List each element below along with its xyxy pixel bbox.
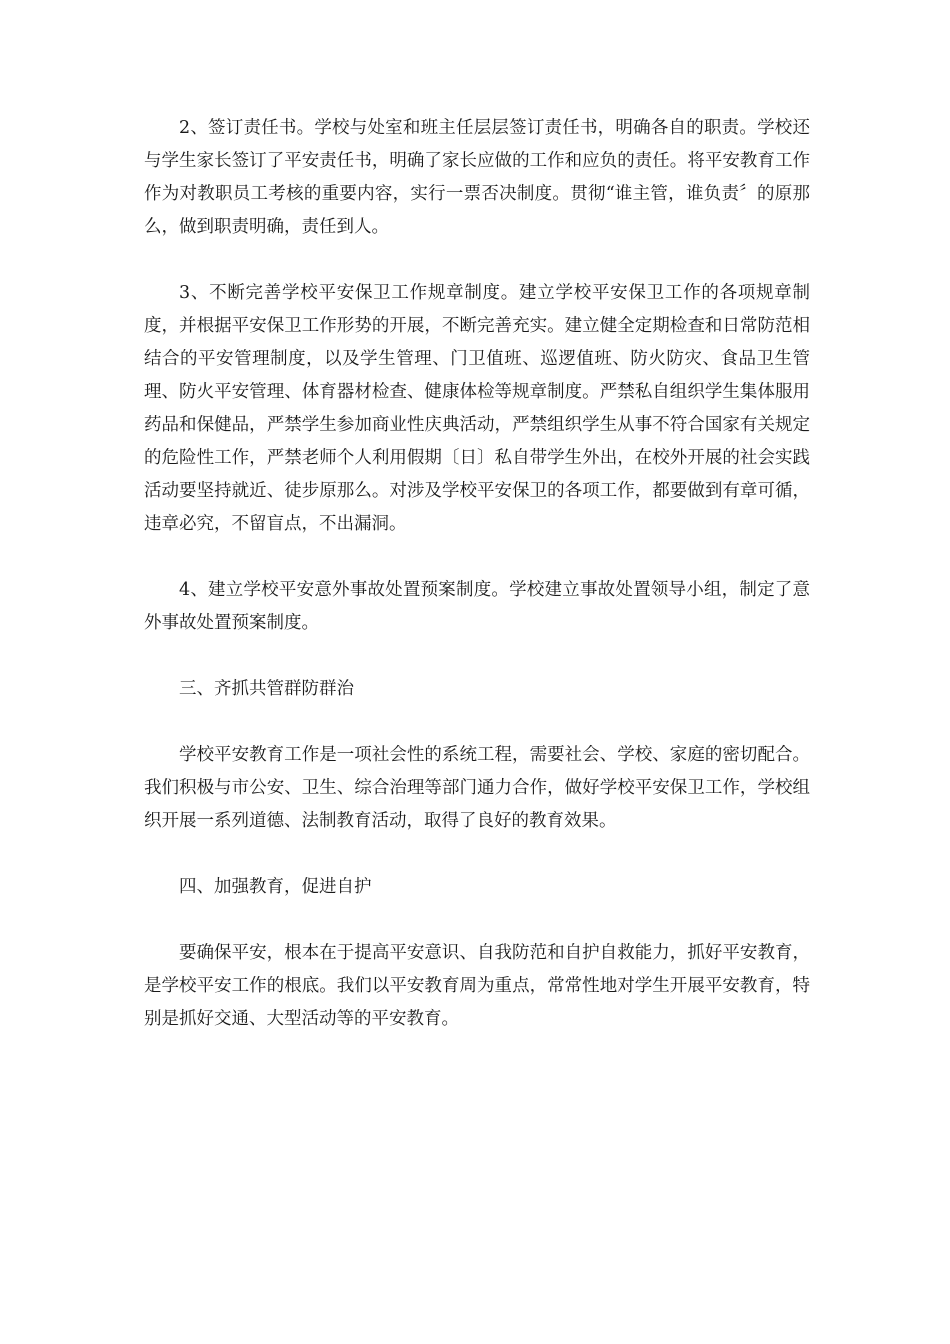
section-heading-education: 四、加强教育，促进自护	[179, 877, 372, 897]
section-heading-joint-management: 三、齐抓共管群防群治	[179, 679, 354, 699]
paragraph-accident-plan: 4、建立学校平安意外事故处置预案制度。学校建立事故处置领导小组，制定了意外事故处置预案制度。	[144, 580, 810, 633]
paragraph-safety-regulations: 3、不断完善学校平安保卫工作规章制度。建立学校平安保卫工作的各项规章制度，并根据平安保卫工作形势的开展，不断完善充实。建立健全定期检查和日常防范相结合的平安管理制度，以及学生管理、门卫值班、巡逻值班、防火防灾、食品卫生管理、防火平安管理、体育器材检查、健康体检等规章制度。严禁私自组织学生集体服用药品和保健品，严禁学生参加商业性庆典活动，严禁组织学生从事不符合国家有关规定的危险性工作，严禁老师个人利用假期〔日〕私自带学生外出，在校外开展的社会实践活动要坚持就近、徒步原那么。对涉及学校平安保卫的各项工作，都要做到有章可循，违章必究，不留盲点，不出漏洞。	[144, 283, 810, 534]
document-body	[144, 112, 810, 1069]
paragraph-safety-education: 要确保平安，根本在于提高平安意识、自我防范和自护自救能力，抓好平安教育，是学校平安工作的根底。我们以平安教育周为重点，常常性地对学生开展平安教育，特别是抓好交通、大型活动等的平安教育。	[144, 943, 810, 1029]
paragraph-responsibility-letter: 2、签订责任书。学校与处室和班主任层层签订责任书，明确各自的职责。学校还与学生家长签订了平安责任书，明确了家长应做的工作和应负的责任。将平安教育工作作为对教职员工考核的重要内容，实行一票否决制度。贯彻“谁主管，谁负责〞的原那么，做到职责明确，责任到人。	[144, 118, 810, 237]
paragraph-social-cooperation: 学校平安教育工作是一项社会性的系统工程，需要社会、学校、家庭的密切配合。我们积极与市公安、卫生、综合治理等部门通力合作，做好学校平安保卫工作，学校组织开展一系列道德、法制教育活动，取得了良好的教育效果。	[144, 745, 810, 831]
